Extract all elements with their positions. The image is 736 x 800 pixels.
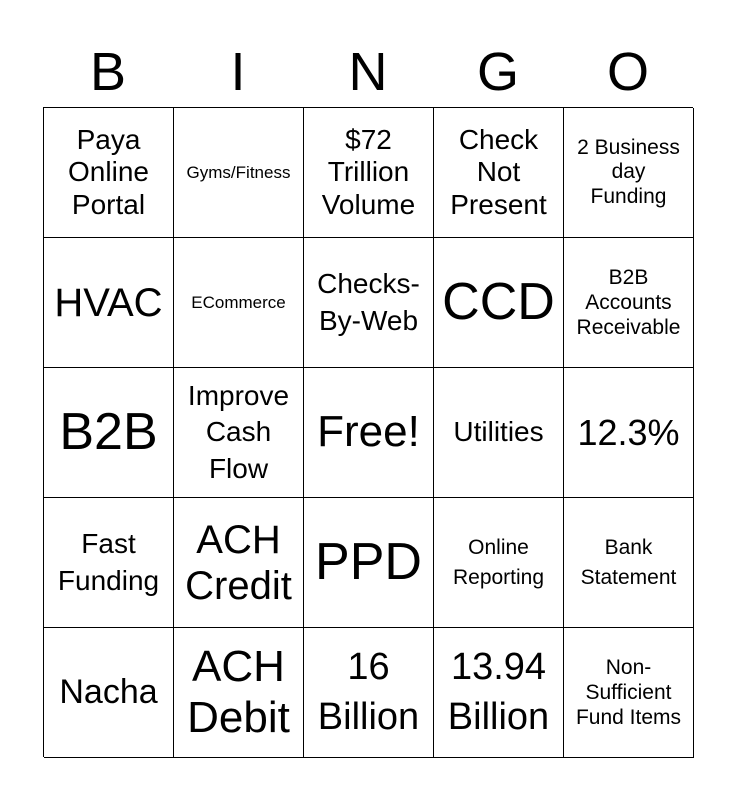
header-letter-b: B — [89, 42, 127, 102]
header-letter-o: O — [606, 42, 649, 102]
cell-label: B2B — [59, 402, 158, 461]
cell-label: ACH Credit — [185, 517, 292, 608]
bingo-board — [43, 107, 693, 757]
bingo-cell[interactable] — [44, 368, 174, 498]
bingo-cell[interactable] — [304, 498, 434, 628]
cell-label: 2 Business day Funding — [577, 136, 680, 208]
cell-label: Utilities — [453, 416, 544, 448]
bingo-cell[interactable] — [174, 108, 304, 238]
header-letter-i: I — [230, 42, 246, 102]
bingo-cell[interactable] — [44, 238, 174, 368]
bingo-cell[interactable] — [434, 628, 564, 758]
cell-label: PPD — [315, 532, 422, 591]
cell-label: Free! — [317, 407, 420, 457]
bingo-cell[interactable] — [44, 108, 174, 238]
cell-label: CCD — [442, 272, 555, 331]
cell-label: Fast Funding — [57, 528, 160, 596]
bingo-cell[interactable] — [434, 108, 564, 238]
cell-label: Check Not Present — [450, 124, 547, 220]
bingo-cell[interactable] — [174, 368, 304, 498]
cell-label: Non-Sufficient Fund Items — [575, 655, 682, 730]
bingo-cell[interactable] — [174, 238, 304, 368]
header-letter-g: G — [476, 42, 519, 102]
cell-label: Nacha — [59, 672, 158, 711]
cell-label: Gyms/Fitness — [186, 162, 291, 182]
cell-label: $72 Trillion Volume — [321, 124, 416, 220]
bingo-cell[interactable] — [304, 238, 434, 368]
bingo-cell[interactable] — [564, 498, 694, 628]
bingo-cell[interactable] — [434, 498, 564, 628]
cell-label: Bank Statement — [580, 536, 677, 589]
bingo-cell[interactable] — [304, 628, 434, 758]
bingo-header — [43, 40, 693, 104]
bingo-cell[interactable] — [44, 498, 174, 628]
bingo-cell[interactable] — [44, 628, 174, 758]
cell-label: Online Reporting — [452, 536, 545, 589]
cell-label: Paya Online Portal — [68, 124, 149, 220]
bingo-cell[interactable] — [564, 628, 694, 758]
bingo-cell[interactable] — [304, 368, 434, 498]
bingo-cell[interactable] — [304, 108, 434, 238]
cell-label: ACH Debit — [187, 641, 290, 742]
bingo-cell[interactable] — [174, 628, 304, 758]
cell-label: 12.3% — [577, 411, 680, 453]
bingo-cell[interactable] — [564, 238, 694, 368]
bingo-cell[interactable] — [174, 498, 304, 628]
bingo-cell[interactable] — [434, 368, 564, 498]
cell-label: HVAC — [54, 280, 163, 325]
cell-label: ECommerce — [191, 292, 286, 312]
cell-label: Checks-By-Web — [317, 268, 420, 336]
cell-label: Improve Cash Flow — [187, 379, 290, 484]
cell-label: B2B Accounts Receivable — [576, 265, 681, 340]
bingo-cell[interactable] — [564, 368, 694, 498]
bingo-cell[interactable] — [564, 108, 694, 238]
cell-label: 13.94 Billion — [447, 646, 550, 738]
cell-label: 16 Billion — [317, 646, 420, 738]
bingo-cell[interactable] — [434, 238, 564, 368]
header-letter-n: N — [348, 42, 388, 102]
